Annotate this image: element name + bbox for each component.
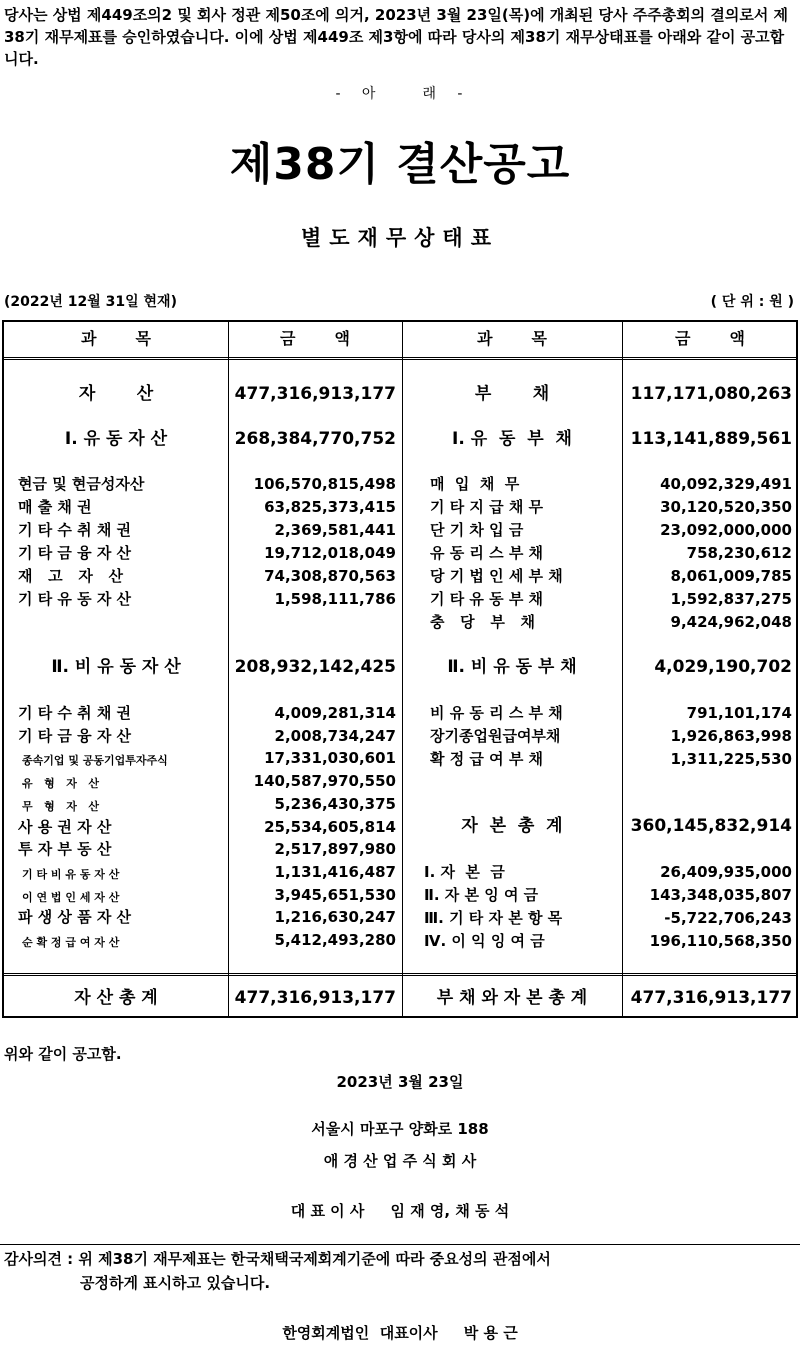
equity-total-label: 자 본 총 계 bbox=[461, 816, 563, 836]
noncurrent-asset-item-label: 투 자 부 동 산 bbox=[18, 840, 112, 859]
closing-text: 위와 같이 공고함. bbox=[4, 1045, 122, 1063]
noncurrent-asset-item-label: 이 연 법 인 세 자 산 bbox=[22, 890, 120, 904]
current-assets-value: 268,384,770,752 bbox=[234, 429, 396, 449]
noncurrent-liability-item-value: 791,101,174 bbox=[686, 704, 792, 722]
current-asset-item-label: 현금 및 현금성자산 bbox=[18, 475, 145, 493]
unit-label: ( 단 위 : 원 ) bbox=[710, 294, 794, 310]
current-asset-item-label: 기 타 유 동 자 산 bbox=[18, 590, 132, 608]
page-title: 제38기 결산공고 bbox=[229, 139, 571, 190]
equity-item-label: Ⅱ. 자 본 잉 여 금 bbox=[424, 886, 539, 904]
equity-item-label: Ⅲ. 기 타 자 본 항 목 bbox=[424, 909, 563, 927]
noncurrent-asset-item-label: 무 형 자 산 bbox=[22, 799, 99, 813]
equity-item-label: Ⅰ. 자 본 금 bbox=[424, 863, 505, 881]
current-asset-item-label: 재 고 자 산 bbox=[18, 567, 123, 585]
noncurrent-asset-item-value: 2,008,734,247 bbox=[274, 726, 396, 745]
noncurrent-asset-item-label: 사 용 권 자 산 bbox=[18, 817, 112, 836]
equity-item-value: 196,110,568,350 bbox=[649, 932, 792, 950]
noncurrent-asset-item-value: 1,216,630,247 bbox=[274, 908, 396, 927]
current-liability-item-value: 30,120,520,350 bbox=[660, 498, 792, 516]
company-address: 서울시 마포구 양화로 188 bbox=[311, 1120, 489, 1138]
current-liability-item-value: 23,092,000,000 bbox=[660, 521, 792, 539]
noncurrent-liabilities-label: Ⅱ. 비 유 동 부 채 bbox=[447, 657, 577, 677]
equity-item-value: 26,409,935,000 bbox=[660, 863, 792, 881]
balance-sheet-table bbox=[2, 320, 798, 1018]
current-liability-item-value: 40,092,329,491 bbox=[660, 475, 792, 493]
assets-total-value: 477,316,913,177 bbox=[234, 384, 396, 404]
current-liabilities-label: Ⅰ. 유 동 부 채 bbox=[452, 429, 572, 449]
notice-date: 2023년 3월 23일 bbox=[336, 1073, 464, 1091]
liabilities-total-label: 부 채 bbox=[474, 384, 550, 404]
as-of-date: (2022년 12월 31일 현재) bbox=[4, 294, 177, 310]
noncurrent-asset-item-label: 기 타 비 유 동 자 산 bbox=[22, 867, 120, 881]
current-asset-item-value: 63,825,373,415 bbox=[264, 498, 396, 516]
current-asset-item-value: 106,570,815,498 bbox=[253, 475, 396, 493]
noncurrent-asset-item-value: 4,009,281,314 bbox=[274, 704, 396, 722]
noncurrent-assets-value: 208,932,142,425 bbox=[234, 657, 396, 677]
assets-grand-total-value: 477,316,913,177 bbox=[234, 988, 396, 1008]
auditor-signature: 한영회계법인 대표이사 박 용 근 bbox=[282, 1324, 518, 1342]
noncurrent-asset-item-value: 17,331,030,601 bbox=[264, 749, 396, 768]
header-item-right: 과 목 bbox=[477, 329, 547, 348]
noncurrent-liability-item-value: 1,311,225,530 bbox=[670, 750, 792, 768]
noncurrent-asset-item-label: 순 확 정 급 여 자 산 bbox=[22, 936, 120, 949]
current-liabilities-value: 113,141,889,561 bbox=[630, 429, 792, 449]
header-amount-left: 금 액 bbox=[280, 329, 350, 348]
current-liability-item-label: 당 기 법 인 세 부 채 bbox=[430, 567, 563, 585]
noncurrent-asset-item-value: 5,236,430,375 bbox=[274, 794, 396, 813]
liabilities-total-value: 117,171,080,263 bbox=[630, 384, 792, 404]
separator-line bbox=[0, 1244, 800, 1245]
current-assets-label: Ⅰ. 유 동 자 산 bbox=[64, 429, 168, 449]
header-divider bbox=[4, 357, 796, 360]
noncurrent-asset-item-value: 5,412,493,280 bbox=[274, 931, 396, 949]
noncurrent-asset-item-value: 25,534,605,814 bbox=[264, 817, 396, 836]
current-liability-item-label: 매 입 채 무 bbox=[430, 475, 520, 493]
noncurrent-asset-item-label: 기 타 수 취 채 권 bbox=[18, 704, 132, 722]
equity-item-value: -5,722,706,243 bbox=[664, 909, 792, 927]
current-liability-item-value: 1,592,837,275 bbox=[670, 590, 792, 608]
header-amount-right: 금 액 bbox=[675, 329, 745, 348]
noncurrent-asset-item-label: 기 타 금 융 자 산 bbox=[18, 726, 132, 745]
noncurrent-asset-item-value: 3,945,651,530 bbox=[274, 885, 396, 904]
equity-item-label: Ⅳ. 이 익 잉 여 금 bbox=[424, 932, 545, 950]
audit-opinion-line1: 감사의견 : 위 제38기 재무제표는 한국채택국제회계기준에 따라 중요성의 관점에서 bbox=[4, 1250, 551, 1268]
noncurrent-asset-item-label: 종속기업 및 공동기업투자주식 bbox=[22, 754, 168, 768]
intro-paragraph: 당사는 상법 제449조의2 및 회사 정관 제50조에 의거, 2023년 3월 23일(목)에 개최된 당사 주주총회의 결의로서 제38기 재무제표를 승인하였습니다. 이에 상법 제449조 제3항에 따라 당사의 제38기 재무상태표를 아래와 같이 공고합니다. bbox=[4, 6, 789, 68]
current-asset-item-value: 74,308,870,563 bbox=[264, 567, 396, 585]
current-asset-item-label: 기 타 금 융 자 산 bbox=[18, 544, 132, 562]
below-marker: - 아 래 - bbox=[335, 86, 465, 102]
liabilities-equity-grand-total-value: 477,316,913,177 bbox=[630, 988, 792, 1008]
current-asset-item-value: 2,369,581,441 bbox=[274, 521, 396, 539]
current-liability-item-label: 기 타 유 동 부 채 bbox=[430, 590, 544, 608]
current-liability-item-value: 8,061,009,785 bbox=[670, 567, 792, 585]
current-liability-item-value: 758,230,612 bbox=[686, 544, 792, 562]
total-divider bbox=[4, 973, 796, 976]
liabilities-equity-grand-total-label: 부 채 와 자 본 총 계 bbox=[436, 988, 588, 1008]
statement-title: 별도재무상태표 bbox=[300, 226, 499, 250]
current-asset-item-value: 19,712,018,049 bbox=[264, 544, 396, 562]
noncurrent-assets-label: Ⅱ. 비 유 동 자 산 bbox=[51, 657, 181, 677]
current-asset-item-value: 1,598,111,786 bbox=[274, 590, 396, 608]
ceo-names: 대 표 이 사 임 재 영, 채 동 석 bbox=[290, 1202, 510, 1220]
noncurrent-liability-item-label: 확 정 급 여 부 채 bbox=[430, 750, 544, 768]
noncurrent-liability-item-label: 장기종업원급여부채 bbox=[430, 727, 561, 745]
noncurrent-asset-item-label: 파 생 상 품 자 산 bbox=[18, 908, 132, 927]
noncurrent-asset-item-value: 1,131,416,487 bbox=[274, 862, 396, 881]
current-liability-item-label: 유 동 리 스 부 채 bbox=[430, 544, 544, 562]
noncurrent-asset-item-label: 유 형 자 산 bbox=[22, 777, 99, 791]
noncurrent-liabilities-value: 4,029,190,702 bbox=[654, 657, 792, 677]
noncurrent-liability-item-value: 1,926,863,998 bbox=[670, 727, 792, 745]
current-liability-item-label: 기 타 지 급 채 무 bbox=[430, 498, 544, 516]
noncurrent-asset-item-value: 140,587,970,550 bbox=[253, 772, 396, 791]
current-liability-item-value: 9,424,962,048 bbox=[670, 613, 792, 631]
company-name: 애 경 산 업 주 식 회 사 bbox=[323, 1152, 477, 1170]
header-item-left: 과 목 bbox=[81, 329, 151, 348]
current-liability-item-label: 충 당 부 채 bbox=[430, 613, 535, 631]
audit-opinion-line2: 공정하게 표시하고 있습니다. bbox=[80, 1274, 271, 1292]
noncurrent-liability-item-label: 비 유 동 리 스 부 채 bbox=[430, 704, 563, 722]
equity-item-value: 143,348,035,807 bbox=[649, 886, 792, 904]
assets-total-label: 자 산 bbox=[78, 384, 154, 404]
current-asset-item-label: 매 출 채 권 bbox=[18, 498, 92, 516]
current-liability-item-label: 단 기 차 입 금 bbox=[430, 521, 524, 539]
current-asset-item-label: 기 타 수 취 채 권 bbox=[18, 521, 132, 539]
noncurrent-asset-item-value: 2,517,897,980 bbox=[274, 840, 396, 859]
assets-grand-total-label: 자 산 총 계 bbox=[74, 988, 158, 1008]
equity-total-value: 360,145,832,914 bbox=[630, 816, 792, 836]
